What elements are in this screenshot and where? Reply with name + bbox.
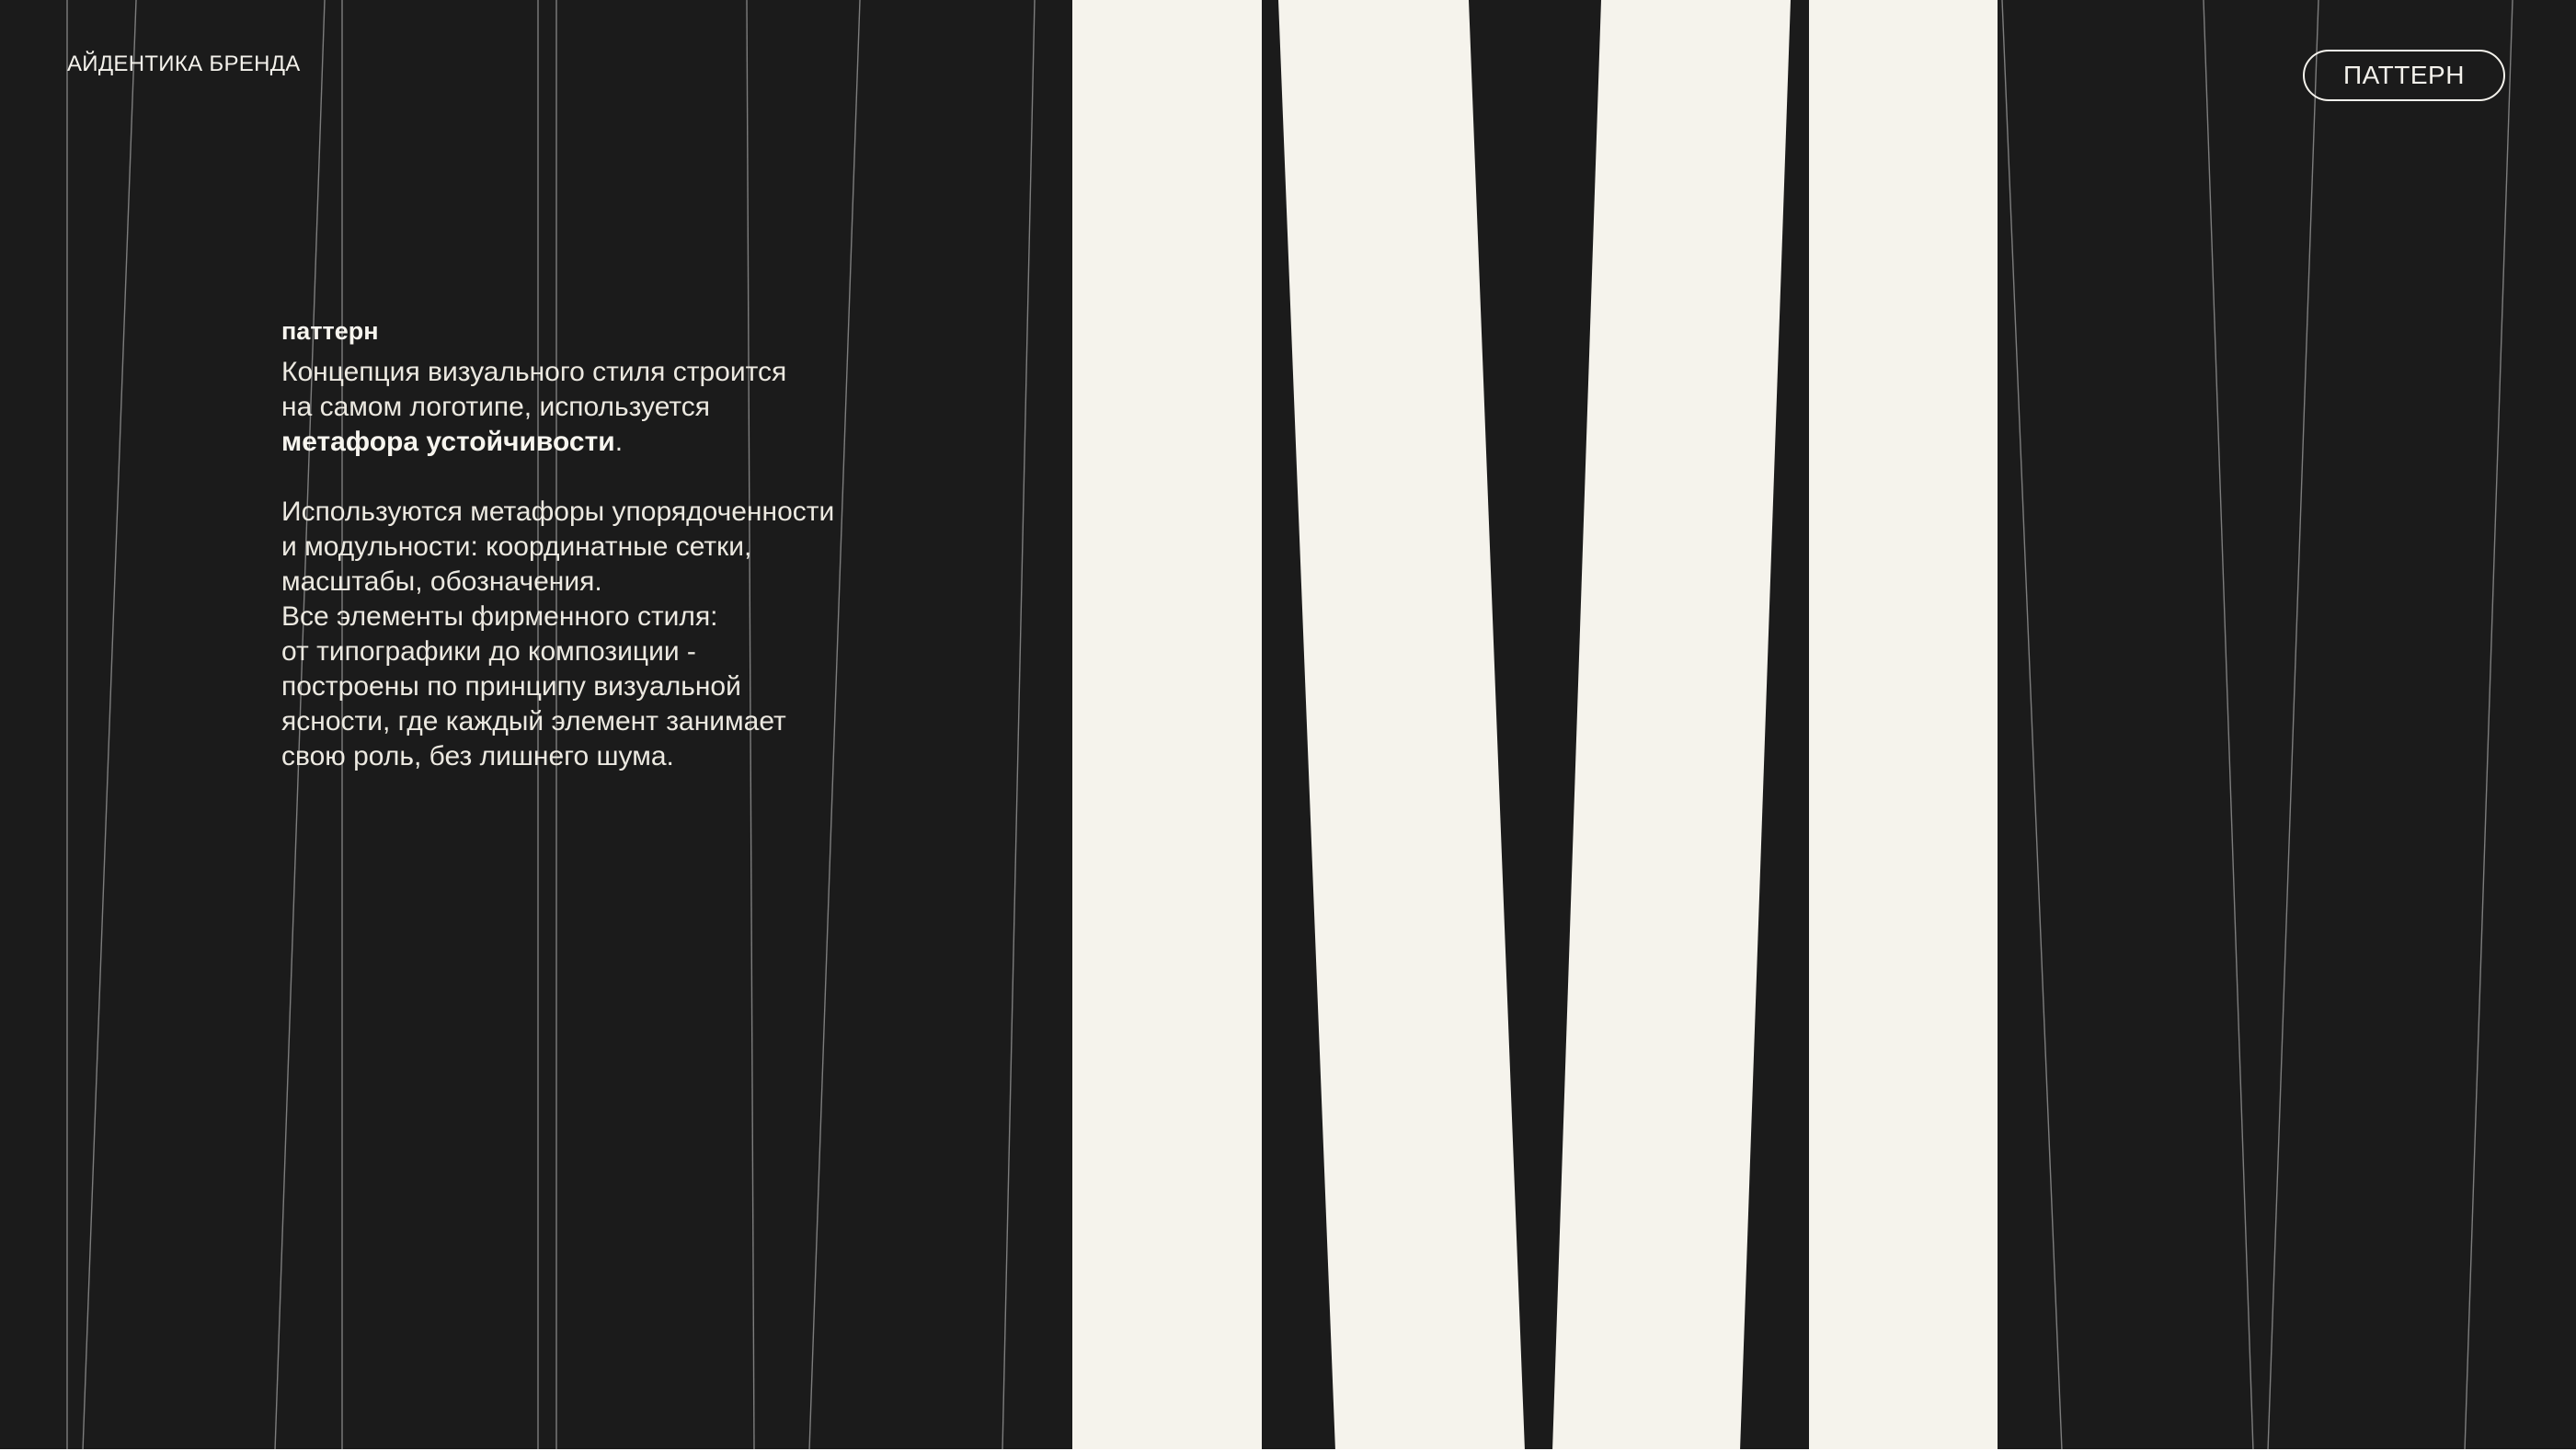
emphasis-text: метафора устойчивости — [281, 427, 615, 457]
section-pill-label: ПАТТЕРН — [2343, 61, 2465, 89]
paragraph-line: масштабы, обозначения. — [281, 566, 602, 597]
paragraph-line: Используются метафоры упорядоченности — [281, 497, 835, 527]
light-stripe — [1809, 0, 1998, 1451]
section-heading: паттерн — [281, 317, 379, 345]
light-stripe — [1278, 0, 1525, 1451]
paragraph-line: от типографики до композиции - — [281, 636, 696, 667]
paragraph-line: на самом логотипе, используется — [281, 392, 711, 422]
hairlines-right — [2002, 0, 2513, 1451]
hairline — [2465, 0, 2513, 1451]
hairline — [1002, 0, 1035, 1451]
paragraph-line: Концепция визуального стиля строится — [281, 357, 787, 387]
paragraph-concept — [281, 355, 944, 460]
paragraph-line: Все элементы фирменного стиля: — [281, 601, 718, 632]
hairline — [2002, 0, 2062, 1451]
light-stripe — [1072, 0, 1262, 1451]
paragraph-line: ясности, где каждый элемент занимает — [281, 706, 786, 737]
paragraph-line: построены по принципу визуальной — [281, 671, 741, 702]
paragraph-line: свою роль, без лишнего шума. — [281, 741, 674, 771]
hairline — [83, 0, 136, 1451]
trailing-punctuation: . — [614, 427, 624, 457]
section-pill[interactable] — [2303, 50, 2505, 101]
hairline — [2204, 0, 2253, 1451]
paragraph-line: и модульности: координатные сетки, — [281, 531, 752, 562]
brand-title: АЙДЕНТИКА БРЕНДА — [67, 51, 301, 76]
light-stripes — [1072, 0, 1998, 1451]
light-stripe — [1552, 0, 1791, 1451]
paragraph-gap — [281, 460, 944, 495]
paragraph-line — [281, 425, 944, 460]
paragraph-metaphors — [281, 495, 944, 774]
text-block — [281, 311, 944, 774]
hairline — [2268, 0, 2318, 1451]
